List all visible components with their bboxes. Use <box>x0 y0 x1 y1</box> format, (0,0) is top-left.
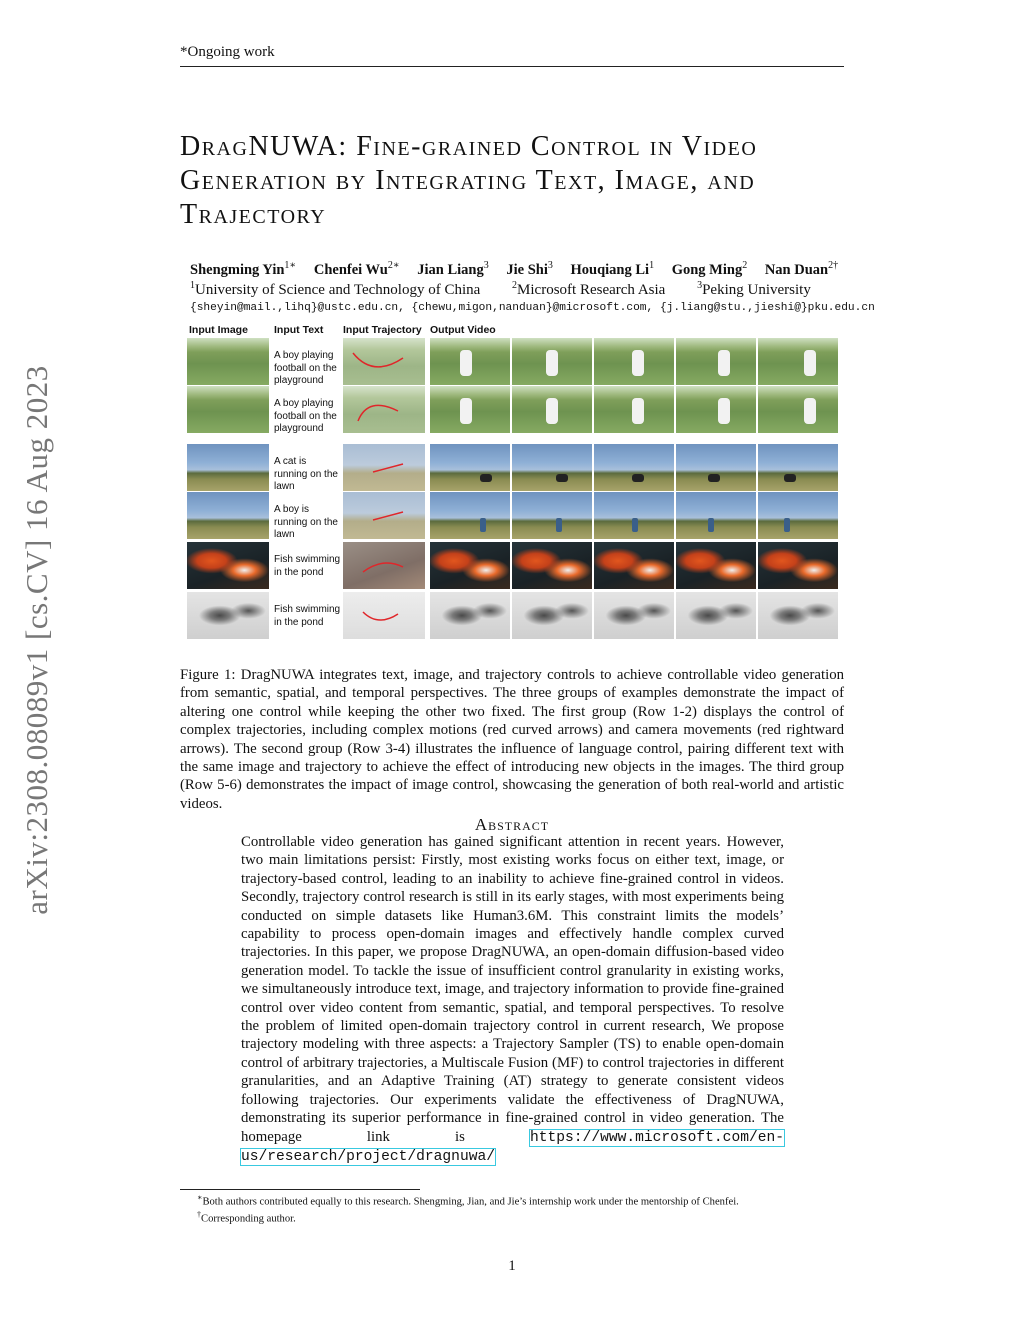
output-frame <box>676 386 756 433</box>
player-figure <box>546 398 558 424</box>
trajectory-arrow-icon <box>343 542 425 589</box>
input-trajectory <box>343 444 425 491</box>
output-frame <box>594 542 674 589</box>
abstract-text: Controllable video generation has gained significant attention in recent years. However, two main limitations persist: Firstly, most existing works focus on either text, image, or trajectory-based control, leading to an inability to achieve fine-grained control in videos. Secondly, trajectory control research is still in its early stages, with most experiments being conducted on simple datasets like Human3.6M. This constraint limits the models’ capability to process open-domain images and effectively handle complex curved trajectories. In this paper, we propose DragNUWA, an open-domain diffusion-based video generation model. To tackle the issue of insufficient control granularity in existing works, we simultaneously introduce text, image, and trajectory information to provide fine-grained control over video content from semantic, spatial, and temporal perspectives. To resolve the problem of limited open-domain trajectory control in current research, We propose trajectory modeling with three aspects: a Trajectory Sampler (TS) to enable open-domain control of arbitrary trajectories, a Multiscale Fusion (MF) to control trajectories in different granularities, and an Adaptive Training (AT) strategy to generate consistent videos following trajectories. Our experiments validate the effectiveness of DragNUWA, demonstrating its superior performance in fine-grained control in video generation. The homepage link is <box>241 834 784 1145</box>
author: Jie Shi$^3$ <box>506 260 553 278</box>
output-frame <box>676 542 756 589</box>
cat-figure <box>480 474 492 482</box>
figure-caption: Figure 1: DragNUWA integrates text, image, and trajectory controls to achieve controllable video generation from semantic, spatial, and temporal perspectives. The three groups of examples demonstrate the impact of altering one control while keeping the other two fixed. The first group (Row 1-2) displays the control of complex trajectories, including complex motions (red curved arrows) and camera movements (red rightward arrows). The second group (Row 3-4) illustrates the influence of language control, pairing different text with the same image and trajectory to achieve the effect of introducing new objects in the images. The third group (Row 5-6) demonstrates the impact of image control, showcasing the generation of both real-world and artistic videos. <box>180 667 844 812</box>
input-trajectory <box>343 542 425 589</box>
trajectory-arrow-icon <box>343 386 425 433</box>
player-figure <box>718 350 730 376</box>
player-figure <box>460 350 472 376</box>
title-line-3: Trajectory <box>180 199 327 230</box>
output-frame <box>430 492 510 539</box>
output-frame <box>430 386 510 433</box>
output-frame <box>512 592 592 639</box>
player-figure <box>546 350 558 376</box>
output-frame <box>594 338 674 385</box>
boy-figure <box>480 518 486 532</box>
output-frame <box>512 542 592 589</box>
boy-figure <box>632 518 638 532</box>
input-text: A boy playing football on the playground <box>274 350 337 386</box>
output-frame <box>758 542 838 589</box>
cat-figure <box>632 474 644 482</box>
paper-title <box>180 130 844 232</box>
input-text: A boy is running on the lawn <box>274 504 338 540</box>
output-frame <box>758 592 838 639</box>
input-trajectory <box>343 492 425 539</box>
cat-figure <box>784 474 796 482</box>
output-frame <box>512 338 592 385</box>
arxiv-sidebar <box>12 340 62 940</box>
output-frame <box>594 592 674 639</box>
player-figure <box>804 398 816 424</box>
input-text: A cat is running on the lawn <box>274 456 338 492</box>
header-rule <box>180 66 844 67</box>
output-frame <box>758 386 838 433</box>
output-frame <box>594 386 674 433</box>
input-text: Fish swimming in the pond <box>274 554 341 578</box>
author-emails: {sheyin@mail.,lihq}@ustc.edu.cn, {chewu,migon,nanduan}@microsoft.com, {j.liang@stu.,jieshi@}pku.edu.cn <box>190 302 875 314</box>
output-frame <box>512 492 592 539</box>
page-number: 1 <box>508 1258 516 1274</box>
output-frame <box>676 444 756 491</box>
cat-figure <box>708 474 720 482</box>
abstract-body <box>241 833 784 1166</box>
boy-figure <box>708 518 714 532</box>
player-figure <box>460 398 472 424</box>
output-frame <box>758 338 838 385</box>
output-frame <box>512 386 592 433</box>
input-text: A boy playing football on the playground <box>274 398 337 434</box>
output-frame <box>430 444 510 491</box>
affiliation: $^1$University of Science and Technology of China <box>190 280 481 298</box>
arxiv-identifier: arXiv:2308.08089v1 [cs.CV] 16 Aug 2023 <box>19 365 54 915</box>
trajectory-arrow-icon <box>343 592 425 639</box>
trajectory-arrow-icon <box>343 338 425 385</box>
column-header-output-video: Output Video <box>430 324 496 336</box>
output-frame <box>676 592 756 639</box>
footnote-rule <box>180 1189 420 1190</box>
player-figure <box>632 350 644 376</box>
output-frame <box>758 444 838 491</box>
author: Chenfei $Wu^{2∗}$ <box>313 260 400 278</box>
output-frame <box>676 492 756 539</box>
title-line-1: DragNUWA: Fine-grained Control in Video <box>180 131 758 162</box>
author: Jian Liang$^3$ <box>417 260 489 278</box>
output-frame <box>430 338 510 385</box>
cat-figure <box>556 474 568 482</box>
trajectory-arrow-icon <box>343 444 425 491</box>
input-image <box>187 444 269 491</box>
affiliation: $^2$Microsoft Research Asia <box>512 280 666 298</box>
input-trajectory <box>343 386 425 433</box>
title-line-2: Generation by Integrating Text, Image, and <box>180 165 756 196</box>
player-figure <box>804 350 816 376</box>
output-frame <box>430 592 510 639</box>
input-image <box>187 592 269 639</box>
header-note: *Ongoing work <box>180 44 275 60</box>
player-figure <box>632 398 644 424</box>
author-list <box>190 260 870 279</box>
input-image <box>187 492 269 539</box>
author: Nan Duan$^{2\dagger}$ <box>764 260 839 278</box>
trajectory-arrow-icon <box>343 492 425 539</box>
author: Houqiang Li$^1$ <box>570 260 655 278</box>
output-frame <box>676 338 756 385</box>
column-header-input-trajectory: Input Trajectory <box>343 324 422 336</box>
author: Gong Ming$^2$ <box>671 260 748 278</box>
footnote-2: †Corresponding author. <box>197 1210 296 1225</box>
boy-figure <box>556 518 562 532</box>
affiliation: $^3$Peking University <box>697 280 811 298</box>
homepage-link[interactable]: https://www.microsoft.com/en-us/research/project/dragnuwa/ <box>241 1129 784 1165</box>
author: Shengming Yin$^{1∗}$ <box>190 260 297 278</box>
output-frame <box>594 492 674 539</box>
input-image <box>187 386 269 433</box>
column-header-input-image: Input Image <box>189 324 248 336</box>
output-frame <box>430 542 510 589</box>
abstract-heading: Abstract <box>474 815 550 834</box>
input-image <box>187 542 269 589</box>
output-frame <box>594 444 674 491</box>
input-image <box>187 338 269 385</box>
output-frame <box>758 492 838 539</box>
affiliation-list <box>190 280 870 299</box>
column-header-input-text: Input Text <box>274 324 324 336</box>
input-trajectory <box>343 338 425 385</box>
player-figure <box>718 398 730 424</box>
input-text: Fish swimming in the pond <box>274 604 341 628</box>
boy-figure <box>784 518 790 532</box>
figure-grid <box>0 0 1024 660</box>
input-trajectory <box>343 592 425 639</box>
footnote-1: ∗Both authors contributed equally to this research. Shengming, Jian, and Jie’s internship work under the mentorship of Chenfei. <box>197 1193 739 1208</box>
output-frame <box>512 444 592 491</box>
